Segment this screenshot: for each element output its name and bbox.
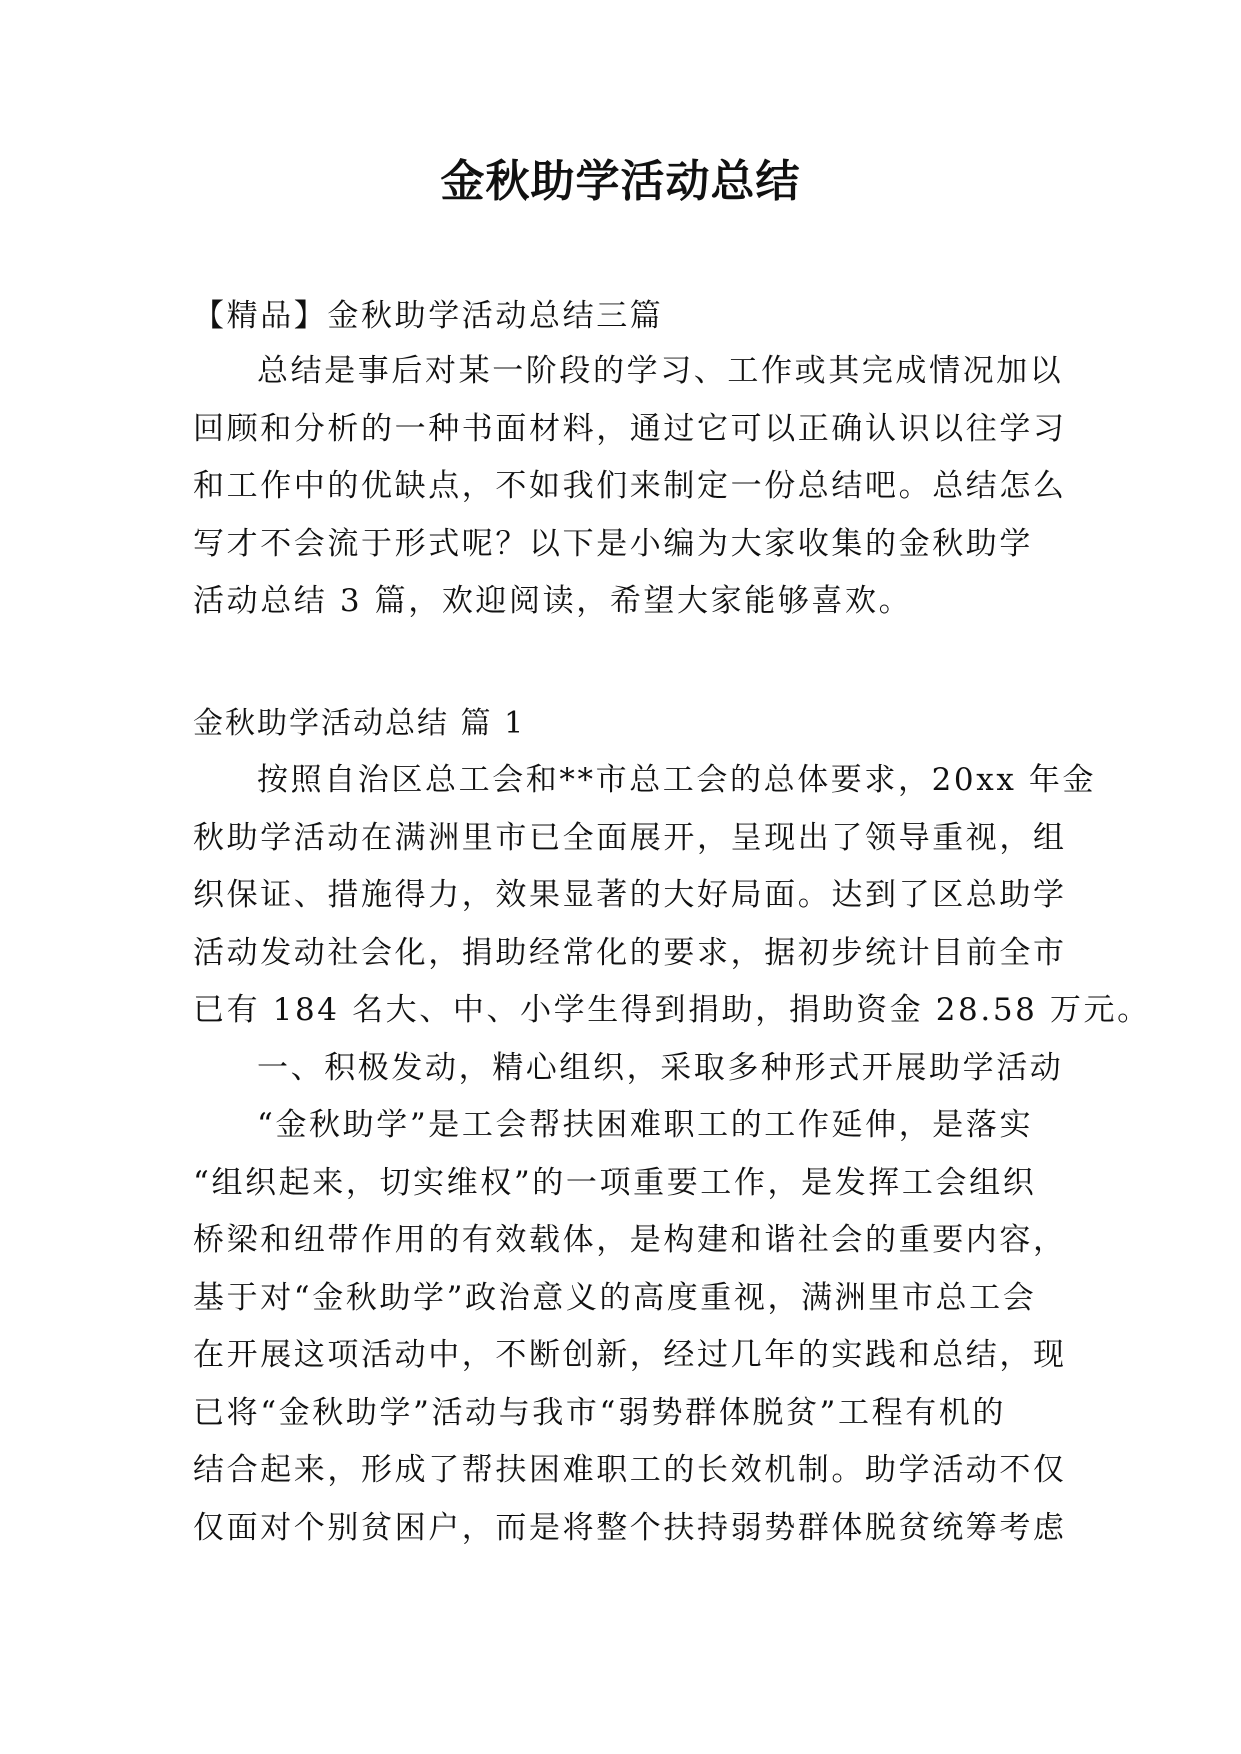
paragraph-line: 已有 184 名大、中、小学生得到捐助，捐助资金 28.58 万元。 [193, 992, 1151, 1028]
section-heading: 金秋助学活动总结 篇 1 [193, 706, 526, 741]
paragraph-line: 活动发动社会化，捐助经常化的要求，据初步统计目前全市 [193, 934, 1067, 971]
paragraph-line: 写才不会流于形式呢？以下是小编为大家收集的金秋助学 [193, 525, 1033, 562]
paragraph-line: 秋助学活动在满洲里市已全面展开，呈现出了领导重视，组 [193, 819, 1067, 856]
paragraph-line: “金秋助学”是工会帮扶困难职工的工作延伸，是落实 [257, 1107, 1034, 1143]
paragraph-line: 回顾和分析的一种书面材料，通过它可以正确认识以往学习 [193, 410, 1067, 447]
paragraph-line: 结合起来，形成了帮扶困难职工的长效机制。助学活动不仅 [193, 1452, 1067, 1488]
document-subtitle: 【精品】金秋助学活动总结三篇 [193, 298, 664, 334]
paragraph-line: 仅面对个别贫困户，而是将整个扶持弱势群体脱贫统筹考虑 [193, 1509, 1067, 1546]
paragraph-line: 和工作中的优缺点，不如我们来制定一份总结吧。总结怎么 [193, 468, 1067, 504]
paragraph-line: 在开展这项活动中，不断创新，经过几年的实践和总结，现 [193, 1337, 1067, 1373]
paragraph-line: 按照自治区总工会和**市总工会的总体要求，20xx 年金 [257, 762, 1097, 798]
paragraph-line: 织保证、措施得力，效果显著的大好局面。达到了区总助学 [193, 877, 1067, 913]
section-subheading: 一、积极发动，精心组织，采取多种形式开展助学活动 [257, 1049, 1064, 1086]
document-title: 金秋助学活动总结 [440, 156, 801, 207]
paragraph-line: 基于对“金秋助学”政治意义的高度重视，满洲里市总工会 [193, 1279, 1037, 1316]
section-body [193, 752, 1151, 1557]
paragraph-line: 活动总结 3 篇，欢迎阅读，希望大家能够喜欢。 [193, 583, 913, 619]
intro-paragraph [193, 343, 1073, 631]
paragraph-line: 已将“金秋助学”活动与我市“弱势群体脱贫”工程有机的 [193, 1394, 1006, 1431]
paragraph-line: “组织起来，切实维权”的一项重要工作，是发挥工会组织 [193, 1164, 1037, 1201]
paragraph-line: 桥梁和纽带作用的有效载体，是构建和谐社会的重要内容， [193, 1222, 1067, 1258]
paragraph-line: 总结是事后对某一阶段的学习、工作或其完成情况加以 [257, 353, 1064, 389]
